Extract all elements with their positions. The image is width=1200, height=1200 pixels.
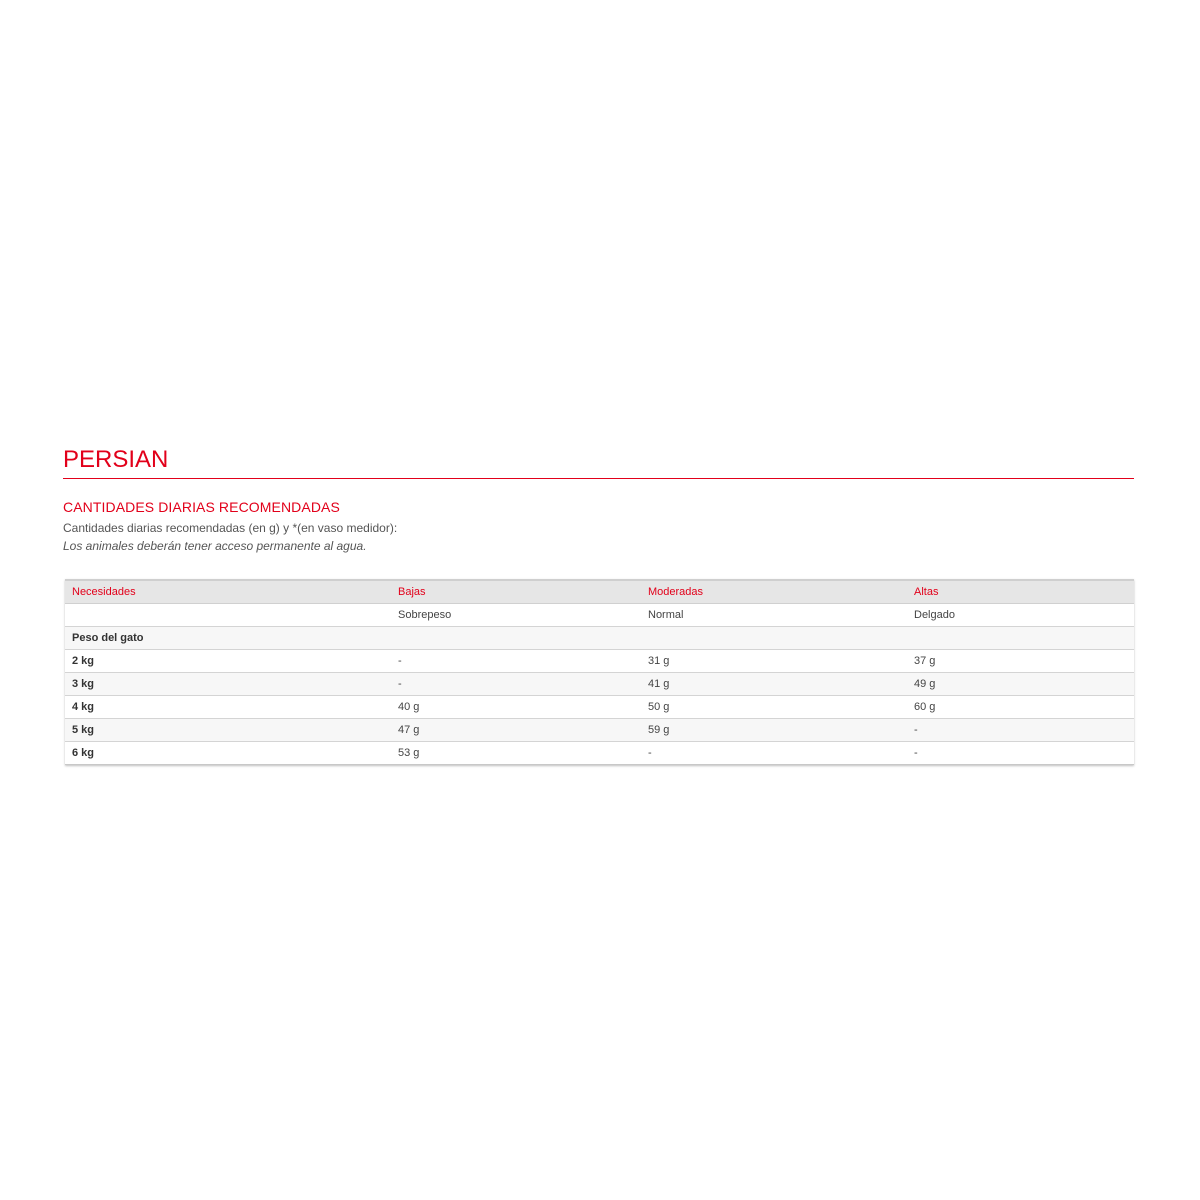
altas-cell: - xyxy=(907,719,1134,742)
table-group-row xyxy=(65,627,1134,650)
altas-cell: 37 g xyxy=(907,650,1134,673)
bajas-cell: - xyxy=(391,673,641,696)
weight-cell: 5 kg xyxy=(65,719,391,742)
page-title: PERSIAN xyxy=(63,446,169,473)
altas-cell: 60 g xyxy=(907,696,1134,719)
group-cell xyxy=(641,627,907,650)
weight-cell: 3 kg xyxy=(65,673,391,696)
section-heading: CANTIDADES DIARIAS RECOMENDADAS xyxy=(63,499,340,515)
group-cell xyxy=(391,627,641,650)
moderadas-cell: - xyxy=(641,742,907,765)
table-header-row xyxy=(65,580,1134,604)
group-cell xyxy=(907,627,1134,650)
bajas-cell: 40 g xyxy=(391,696,641,719)
feeding-table xyxy=(65,579,1134,765)
moderadas-cell: 31 g xyxy=(641,650,907,673)
weight-cell: 6 kg xyxy=(65,742,391,765)
header-altas: Altas xyxy=(907,580,1134,604)
altas-cell: - xyxy=(907,742,1134,765)
header-moderadas: Moderadas xyxy=(641,580,907,604)
subheader-sobrepeso: Sobrepeso xyxy=(391,604,641,627)
table-row xyxy=(65,742,1134,765)
table-row xyxy=(65,696,1134,719)
weight-cell: 4 kg xyxy=(65,696,391,719)
group-label: Peso del gato xyxy=(65,627,391,650)
subheader-delgado: Delgado xyxy=(907,604,1134,627)
bajas-cell: 53 g xyxy=(391,742,641,765)
moderadas-cell: 50 g xyxy=(641,696,907,719)
altas-cell: 49 g xyxy=(907,673,1134,696)
feeding-table-container xyxy=(65,579,1134,765)
table-subheader-row xyxy=(65,604,1134,627)
subheader-normal: Normal xyxy=(641,604,907,627)
table-row xyxy=(65,673,1134,696)
water-note: Los animales deberán tener acceso permanente al agua. xyxy=(63,539,367,553)
bajas-cell: - xyxy=(391,650,641,673)
title-divider xyxy=(63,478,1134,479)
moderadas-cell: 59 g xyxy=(641,719,907,742)
header-necesidades: Necesidades xyxy=(65,580,391,604)
table-row xyxy=(65,719,1134,742)
moderadas-cell: 41 g xyxy=(641,673,907,696)
header-bajas: Bajas xyxy=(391,580,641,604)
bajas-cell: 47 g xyxy=(391,719,641,742)
weight-cell: 2 kg xyxy=(65,650,391,673)
product-info xyxy=(63,446,1134,555)
intro-text: Cantidades diarias recomendadas (en g) y *(en vaso medidor): xyxy=(63,521,398,535)
table-row xyxy=(65,650,1134,673)
subheader-empty xyxy=(65,604,391,627)
